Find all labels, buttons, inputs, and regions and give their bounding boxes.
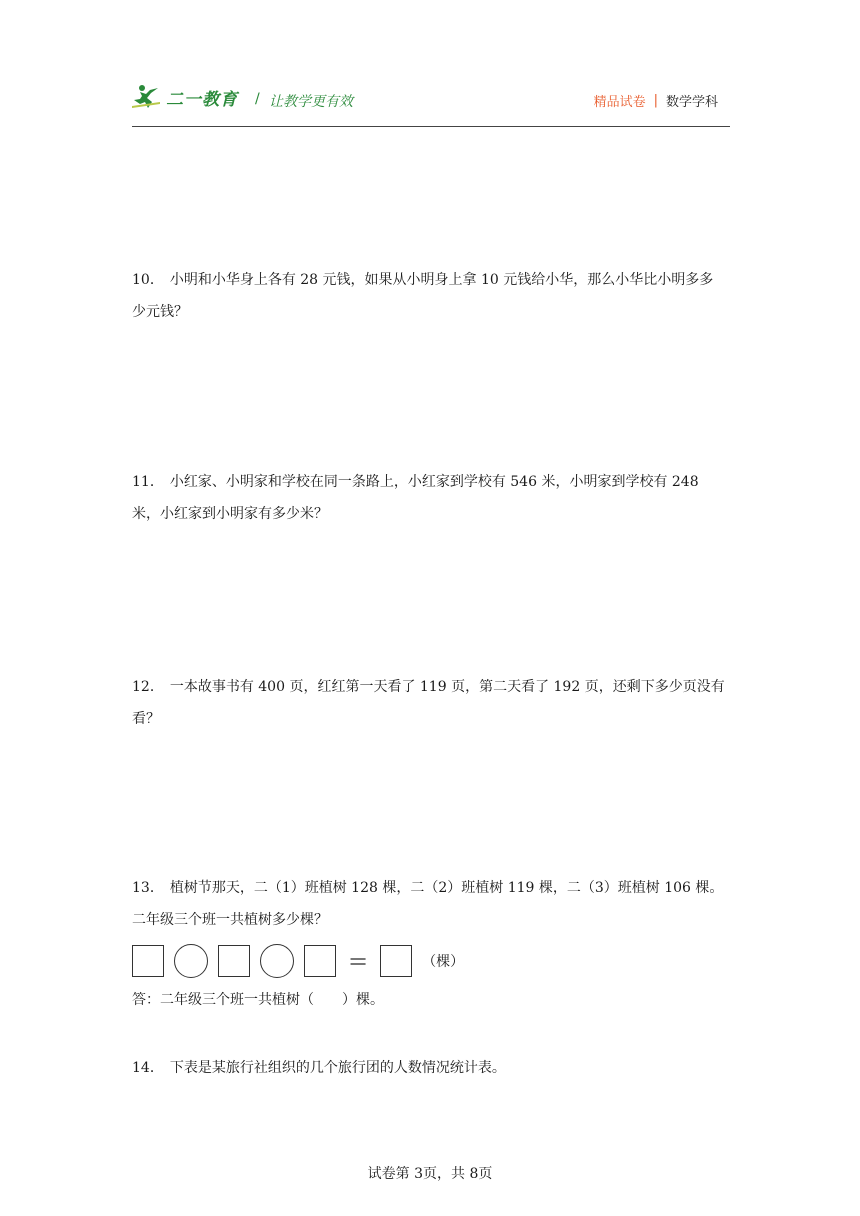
question-line: 看？ [132,711,160,727]
question-text: 小红家、小明家和学校在同一条路上，小红家到学校有 546 米，小明家到学校有 248 [169,474,699,490]
question-10 [132,264,730,328]
question-line: 米，小红家到小明家有多少米？ [132,506,328,522]
question-line [132,872,730,904]
tag-quality-paper: 精品试卷 [593,95,646,110]
question-text: 植树节那天，二（1）班植树 128 棵，二（2）班植树 119 棵，二（3）班植树 106 棵。 [169,880,724,896]
tag-separator: | [653,93,658,108]
question-12 [132,671,730,735]
tag-subject: 数学学科 [665,95,718,110]
header-divider [132,126,730,127]
question-14 [132,1052,730,1084]
answer-box[interactable] [218,945,250,977]
operator-circle[interactable] [260,944,294,978]
brand-name: 二一教育 [166,89,238,110]
question-number: 14． [132,1060,164,1076]
equation-template [132,944,464,978]
question-number: 13． [132,880,164,896]
header-tags [594,91,718,110]
question-line: 二年级三个班一共植树多少棵？ [132,912,328,928]
question-11 [132,466,730,530]
operator-circle[interactable] [174,944,208,978]
page-footer: 试卷第 3页，共 8页 [367,1166,493,1182]
question-text: 下表是某旅行社组织的几个旅行团的人数情况统计表。 [169,1060,506,1076]
runner-logo-icon [132,84,162,110]
question-line [132,466,730,498]
equals-sign: = [348,947,369,975]
logo [132,84,238,110]
question-number: 10． [132,272,164,288]
page-header [132,78,730,126]
question-text: 小明和小华身上各有 28 元钱，如果从小明身上拿 10 元钱给小华，那么小华比小明多多 [169,272,714,288]
slogan: 让教学更有效 [269,94,353,110]
answer-box[interactable] [132,945,164,977]
question-13 [132,872,730,936]
slogan-separator: / [255,91,260,107]
question-line: 少元钱？ [132,304,188,320]
question-number: 11． [132,474,164,490]
unit-label: （棵） [422,954,465,970]
question-text: 一本故事书有 400 页，红红第一天看了 119 页，第二天看了 192 页，还剩下多少页没有 [169,679,725,695]
answer-box[interactable] [304,945,336,977]
question-line [132,1052,730,1084]
result-box[interactable] [380,945,412,977]
question-number: 12． [132,679,164,695]
answer-sentence: 答：二年级三个班一共植树（ ）棵。 [132,992,384,1008]
question-line [132,671,730,703]
question-line [132,264,730,296]
